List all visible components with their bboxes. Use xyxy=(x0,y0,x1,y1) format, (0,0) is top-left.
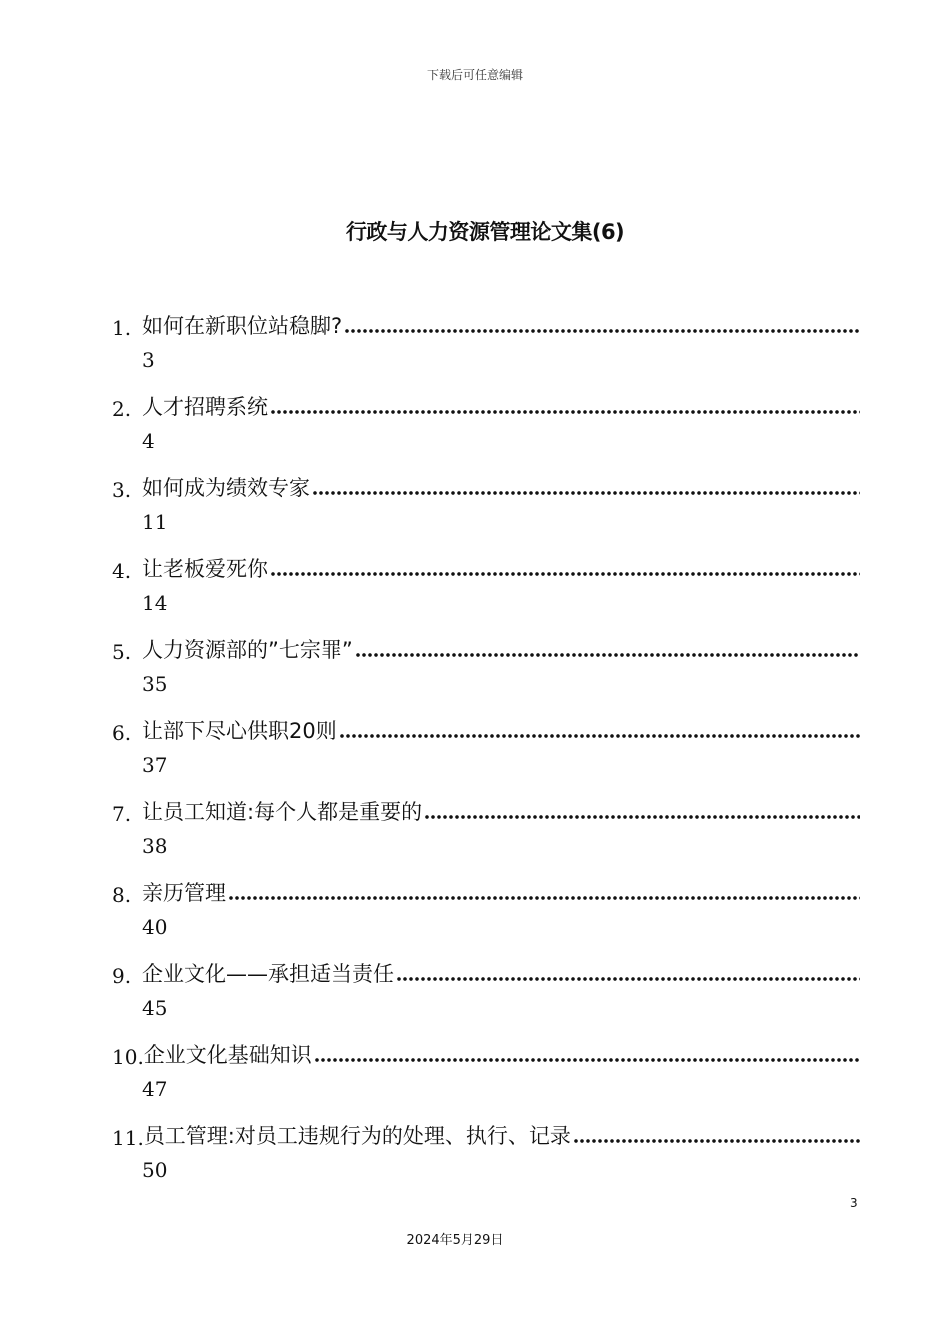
toc-entry-page: 37 xyxy=(142,753,168,777)
toc-entry-page: 38 xyxy=(142,834,168,858)
dot-leader xyxy=(355,638,860,664)
dot-leader xyxy=(314,1043,860,1069)
toc-entry xyxy=(112,468,860,549)
toc-entry-title: 让老板爱死你 xyxy=(142,557,268,581)
toc-entry-page: 4 xyxy=(142,429,155,453)
toc-entry-page: 11 xyxy=(142,510,168,534)
toc-entry-page: 3 xyxy=(142,348,155,372)
toc-entry-number: 6. xyxy=(112,721,132,745)
toc-entry-page: 50 xyxy=(142,1158,168,1182)
toc-entry xyxy=(112,954,860,1035)
toc-entry-title: 如何成为绩效专家 xyxy=(142,476,310,500)
toc-entry-number: 11. xyxy=(112,1126,144,1150)
toc-entry-number: 4. xyxy=(112,559,132,583)
toc-entry xyxy=(112,549,860,630)
toc-entry-page: 40 xyxy=(142,915,168,939)
toc-entry-page: 14 xyxy=(142,591,168,615)
toc-entry xyxy=(112,792,860,873)
toc-entry-title: 人力资源部的”七宗罪” xyxy=(142,638,353,662)
dot-leader xyxy=(312,476,860,502)
toc-entry-title: 员工管理:对员工违规行为的处理、执行、记录 xyxy=(143,1124,571,1148)
document-title: 行政与人力资源管理论文集(6) xyxy=(345,220,625,244)
dot-leader xyxy=(424,800,860,826)
toc-entry-number: 7. xyxy=(112,802,132,826)
toc-entry-number: 8. xyxy=(112,883,132,907)
toc-entry-page: 45 xyxy=(142,996,168,1020)
toc-entry-title: 让员工知道:每个人都是重要的 xyxy=(142,800,423,824)
toc-entry-page: 35 xyxy=(142,672,168,696)
dot-leader xyxy=(270,395,860,421)
dot-leader xyxy=(228,881,860,907)
toc-entry xyxy=(112,387,860,468)
dot-leader xyxy=(573,1124,860,1150)
toc-entry-title: 人才招聘系统 xyxy=(142,395,268,419)
dot-leader xyxy=(270,557,860,583)
toc-entry-title: 企业文化——承担适当责任 xyxy=(142,962,394,986)
toc-entry xyxy=(112,630,860,711)
toc-entry-title: 如何在新职位站稳脚? xyxy=(142,314,343,338)
toc-entry-number: 1. xyxy=(112,316,132,340)
toc-entry-title: 企业文化基础知识 xyxy=(143,1043,312,1067)
toc-entry-title: 亲历管理 xyxy=(142,881,226,905)
toc-entry xyxy=(112,1116,860,1197)
toc-entry xyxy=(112,711,860,792)
toc-entry xyxy=(112,1035,860,1116)
toc-entry-number: 10. xyxy=(112,1045,144,1069)
table-of-contents xyxy=(112,306,860,1197)
toc-entry-number: 5. xyxy=(112,640,132,664)
page-header: 下载后可任意编辑 xyxy=(426,68,523,82)
toc-entry xyxy=(112,306,860,387)
footer-date: 2024年5月29日 xyxy=(406,1233,504,1248)
toc-entry xyxy=(112,873,860,954)
page-number: 3 xyxy=(850,1196,858,1210)
dot-leader xyxy=(339,719,860,745)
toc-entry-number: 9. xyxy=(112,964,132,988)
toc-entry-number: 3. xyxy=(112,478,132,502)
toc-entry-title: 让部下尽心供职20则 xyxy=(142,719,337,743)
toc-entry-number: 2. xyxy=(112,397,132,421)
toc-entry-page: 47 xyxy=(142,1077,168,1101)
dot-leader xyxy=(344,314,860,340)
dot-leader xyxy=(396,962,860,988)
